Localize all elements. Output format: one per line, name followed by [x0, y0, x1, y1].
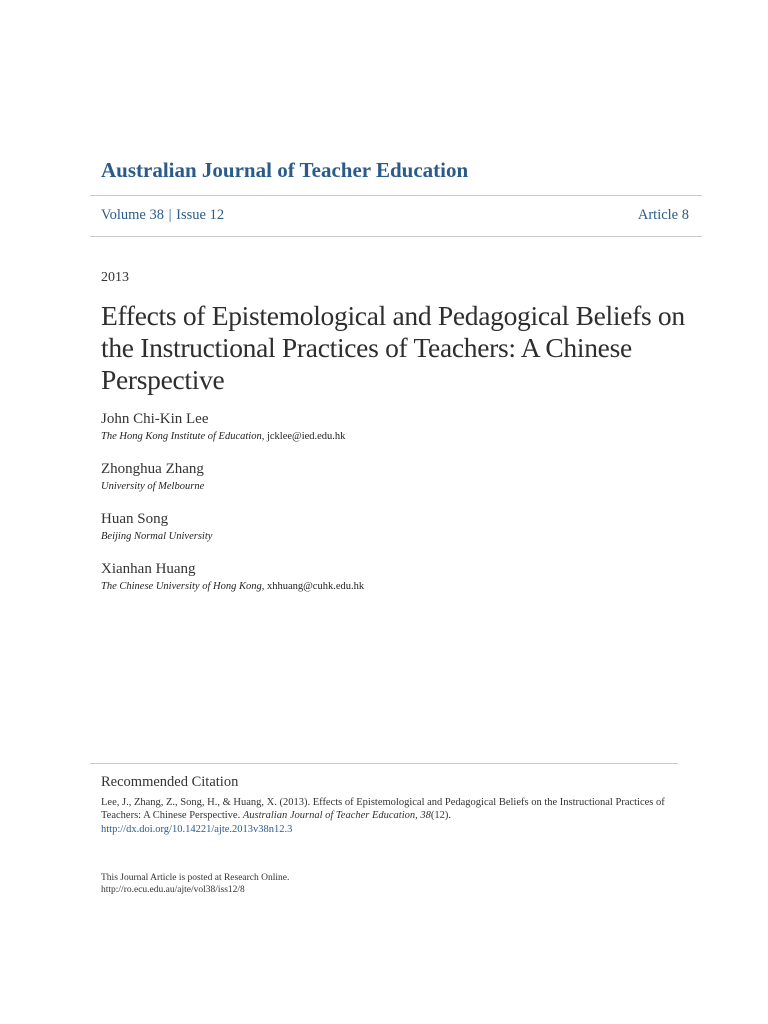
citation-journal: Australian Journal of Teacher Education, 38 — [242, 810, 431, 821]
affiliation-name: The Chinese University of Hong Kong — [101, 581, 262, 592]
citation-doi-link[interactable]: http://dx.doi.org/10.14221/ajte.2013v38n12.3 — [101, 824, 293, 835]
article-title: Effects of Epistemological and Pedagogical Beliefs on the Instructional Practices of Teachers: A Chinese Perspective — [101, 300, 685, 395]
author-affiliation — [101, 531, 212, 542]
author-name: Zhonghua Zhang — [101, 461, 204, 477]
author-entry — [101, 411, 345, 442]
header-bottom-rule — [90, 236, 702, 237]
author-entry — [101, 561, 364, 592]
volume-issue-separator: | — [168, 207, 172, 223]
journal-title[interactable]: Australian Journal of Teacher Education — [101, 158, 469, 182]
author-name: John Chi-Kin Lee — [101, 411, 209, 427]
author-email[interactable]: , jcklee@ied.edu.hk — [261, 431, 346, 442]
author-entry — [101, 461, 204, 492]
citation-text — [101, 796, 671, 822]
issue-link[interactable]: Issue 12 — [176, 207, 225, 223]
affiliation-name: University of Melbourne — [101, 481, 205, 492]
author-affiliation — [101, 581, 364, 592]
affiliation-name: The Hong Kong Institute of Education — [101, 431, 262, 442]
author-email[interactable]: , xhhuang@cuhk.edu.hk — [261, 581, 365, 592]
author-name: Huan Song — [101, 511, 169, 527]
article-number: Article 8 — [637, 207, 689, 223]
posted-note-url[interactable]: http://ro.ecu.edu.au/ajte/vol38/iss12/8 — [101, 885, 245, 895]
author-affiliation — [101, 431, 345, 442]
affiliation-name: Beijing Normal University — [101, 531, 213, 542]
publication-year: 2013 — [101, 270, 129, 285]
citation-body: Lee, J., Zhang, Z., Song, H., & Huang, X. (2013). Effects of Epistemological and Pedagogical Beliefs on the Instructional Practices of Teachers: A Chinese Perspective. — [101, 797, 665, 821]
author-entry — [101, 511, 212, 542]
author-name: Xianhan Huang — [101, 561, 196, 577]
posted-note-text: This Journal Article is posted at Research Online. — [101, 873, 290, 883]
header-top-rule — [90, 195, 702, 196]
citation-issue: (12). — [430, 810, 452, 821]
volume-link[interactable]: Volume 38 — [101, 207, 164, 223]
citation-heading: Recommended Citation — [101, 774, 239, 790]
citation-top-rule — [90, 763, 678, 764]
posted-note — [101, 872, 289, 896]
volume-issue — [101, 207, 224, 224]
author-affiliation — [101, 481, 204, 492]
